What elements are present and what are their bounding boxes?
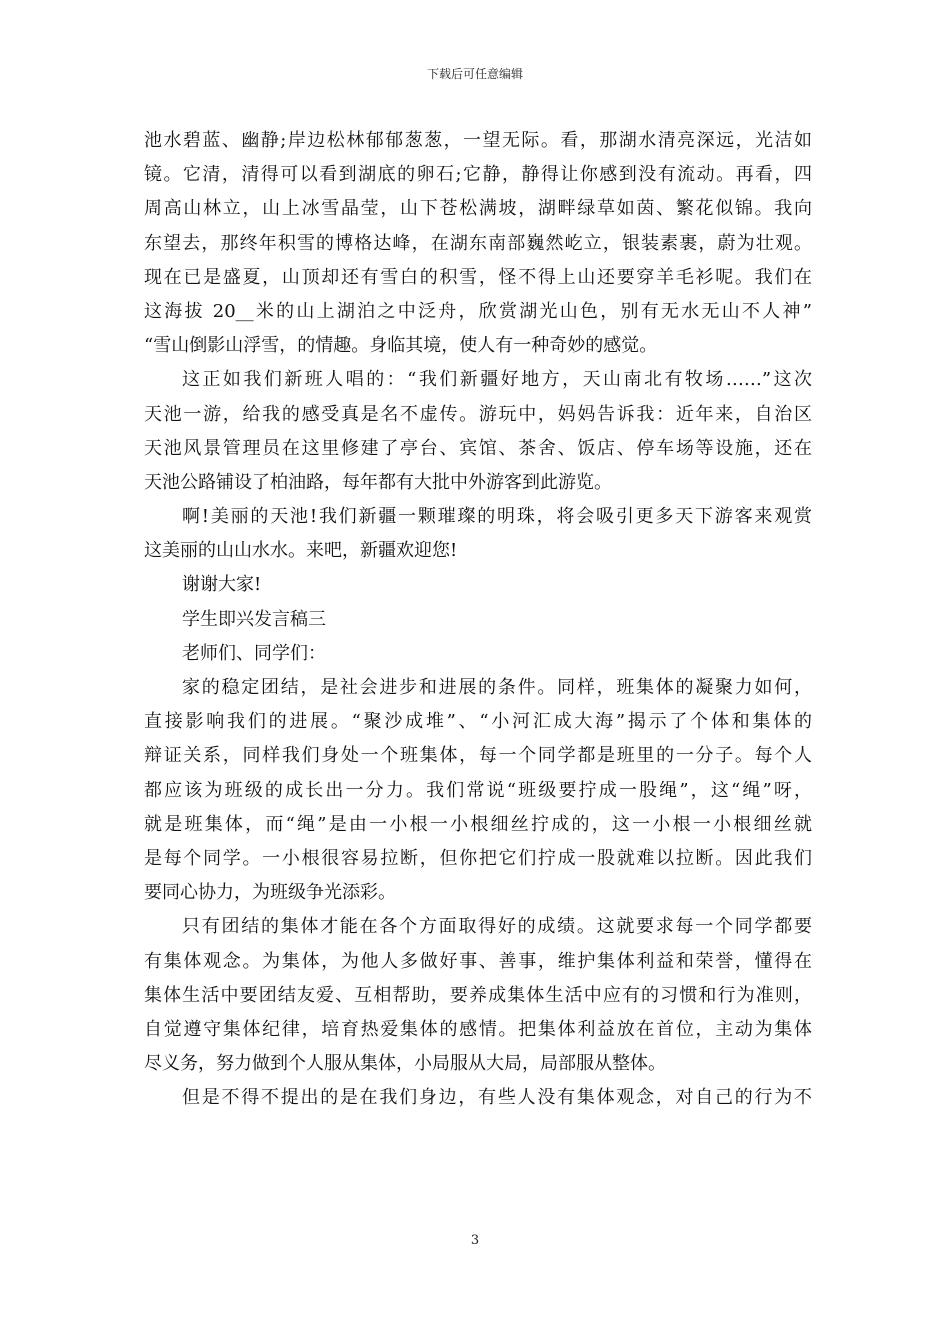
text-line: 镜。它清，清得可以看到湖底的卵石;它静，静得让你感到没有流动。再看，四 bbox=[144, 164, 812, 186]
text-line: 这正如我们新班人唱的：“我们新疆好地方，天山南北有牧场……”这次 bbox=[182, 369, 812, 391]
page-header: 下载后可任意编辑 bbox=[426, 67, 523, 81]
text-line: 要同心协力，为班级争光添彩。 bbox=[144, 882, 396, 904]
paragraph bbox=[144, 124, 812, 363]
paragraph bbox=[144, 637, 812, 671]
text-line: 周高山林立，山上冰雪晶莹，山下苍松满坡，湖畔绿草如茵、繁花似锦。我向 bbox=[144, 198, 812, 220]
paragraph bbox=[144, 500, 812, 568]
text-line: 天池公路铺设了柏油路，每年都有大批中外游客到此游览。 bbox=[144, 471, 612, 493]
text-line: 自觉遵守集体纪律，培育热爱集体的感情。把集体利益放在首位，主动为集体 bbox=[144, 1018, 812, 1040]
document-body bbox=[144, 124, 812, 1115]
text-line: 都应该为班级的成长出一分力。我们常说“班级要拧成一股绳”，这“绳”呀， bbox=[144, 779, 812, 801]
text-line: 现在已是盛夏，山顶却还有雪白的积雪，怪不得上山还要穿羊毛衫呢。我们在 bbox=[144, 266, 812, 288]
text-line: 啊!美丽的天池!我们新疆一颗璀璨的明珠，将会吸引更多天下游客来观赏 bbox=[182, 506, 812, 528]
text-line: 家的稳定团结，是社会进步和进展的条件。同样，班集体的凝聚力如何， bbox=[182, 677, 812, 698]
text-line: 尽义务，努力做到个人服从集体，小局服从大局，局部服从整体。 bbox=[144, 1053, 666, 1075]
paragraph bbox=[144, 568, 812, 602]
text-line: 学生即兴发言稿三 bbox=[182, 608, 326, 630]
text-line: 但是不得不提出的是在我们身边，有些人没有集体观念，对自己的行为不 bbox=[182, 1087, 812, 1109]
text-line: 天池一游，给我的感受真是名不虚传。游玩中，妈妈告诉我：近年来，自治区 bbox=[144, 403, 812, 425]
text-line: “雪山倒影山浮雪，的情趣。身临其境，使人有一种奇妙的感觉。 bbox=[144, 335, 658, 357]
text-line: 池水碧蓝、幽静;岸边松林郁郁葱葱，一望无际。看，那湖水清亮深远，光洁如 bbox=[144, 130, 812, 151]
text-line: 直接影响我们的进展。“聚沙成堆”、“小河汇成大海”揭示了个体和集体的 bbox=[144, 711, 812, 733]
paragraph bbox=[144, 910, 812, 1081]
text-line: 有集体观念。为集体，为他人多做好事、善事，维护集体利益和荣誉，懂得在 bbox=[144, 950, 812, 972]
text-line: 天池风景管理员在这里修建了亭台、宾馆、茶舍、饭店、停车场等设施，还在 bbox=[144, 437, 812, 459]
paragraph bbox=[144, 603, 812, 637]
text-line: 东望去，那终年积雪的博格达峰，在湖东南部巍然屹立，银装素裹，蔚为壮观。 bbox=[144, 232, 812, 254]
text-line: 集体生活中要团结友爱、互相帮助，要养成集体生活中应有的习惯和行为准则， bbox=[144, 984, 812, 1006]
text-line: 辩证关系，同样我们身处一个班集体，每一个同学都是班里的一分子。每个人 bbox=[144, 745, 812, 767]
page-number: 3 bbox=[470, 1233, 480, 1248]
text-line: 谢谢大家! bbox=[182, 574, 262, 596]
text-line: 这海拔 20__米的山上湖泊之中泛舟，欣赏湖光山色，别有无水无山不人神” bbox=[144, 300, 812, 322]
text-line: 老师们、同学们： bbox=[182, 642, 326, 664]
text-line: 这美丽的山山水水。来吧，新疆欢迎您! bbox=[144, 540, 458, 562]
text-line: 只有团结的集体才能在各个方面取得好的成绩。这就要求每一个同学都要 bbox=[182, 916, 812, 938]
paragraph bbox=[144, 671, 812, 910]
text-line: 就是班集体，而“绳”是由一小根一小根细丝拧成的，这一小根一小根细丝就 bbox=[144, 813, 812, 835]
paragraph bbox=[144, 1081, 812, 1115]
text-line: 是每个同学。一小根很容易拉断，但你把它们拧成一股就难以拉断。因此我们 bbox=[144, 847, 812, 869]
paragraph bbox=[144, 363, 812, 500]
